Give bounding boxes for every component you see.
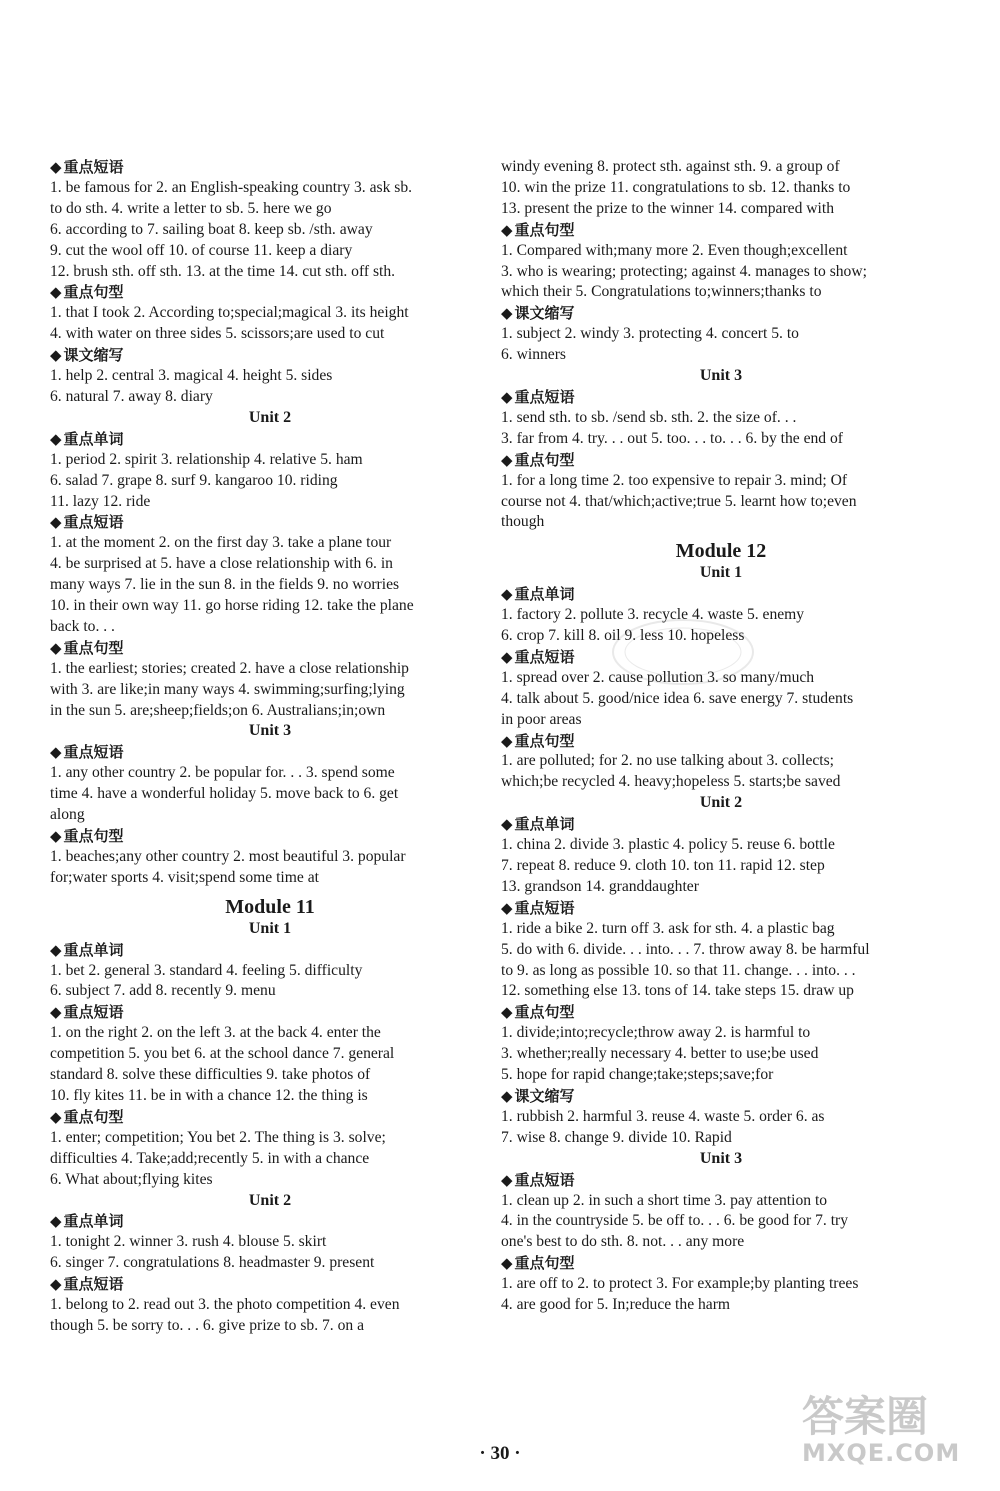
section-heading	[501, 1086, 941, 1107]
diamond-bullet-icon: ◆	[501, 450, 513, 469]
diamond-bullet-icon: ◆	[501, 585, 513, 604]
answer-line: 10. in their own way 11. go horse riding 12. take the plane	[50, 597, 414, 615]
diamond-bullet-icon: ◆	[501, 1254, 513, 1273]
answer-line: 3. whether;really necessary 4. better to use;be used	[501, 1045, 819, 1063]
answer-line: 1. rubbish 2. harmful 3. reuse 4. waste 5. order 6. as	[501, 1107, 825, 1125]
answer-line: difficulties 4. Take;add;recently 5. in with a chance	[50, 1149, 370, 1167]
diamond-bullet-icon: ◆	[50, 940, 62, 959]
answer-line: 3. far from 4. try. . . out 5. too. . . to. . . 6. by the end of	[501, 429, 843, 447]
answer-line: 12. something else 13. tons of 14. take steps 15. draw up	[501, 982, 854, 1000]
answer-line: 1. any other country 2. be popular for. . . 3. spend some	[50, 764, 395, 782]
answer-line: 6. What about;flying kites	[50, 1170, 213, 1188]
diamond-bullet-icon: ◆	[501, 304, 513, 323]
answer-line: 1. belong to 2. read out 3. the photo competition 4. even	[50, 1296, 400, 1314]
diamond-bullet-icon: ◆	[50, 429, 62, 448]
section-heading	[501, 450, 941, 471]
answer-line: though 5. be sorry to. . . 6. give prize to sb. 7. on a	[50, 1316, 364, 1334]
unit-heading: Unit 1	[699, 564, 743, 582]
section-heading-text: 课文缩写	[63, 346, 124, 365]
answer-line: 1. are polluted; for 2. no use talking about 3. collects;	[501, 752, 835, 770]
answer-line: which;be recycled 4. heavy;hopeless 5. starts;be saved	[501, 773, 841, 791]
answer-line: 4. with water on three sides 5. scissors;are used to cut	[50, 325, 385, 343]
section-heading-text: 重点句型	[514, 450, 575, 469]
diamond-bullet-icon: ◆	[50, 1212, 62, 1231]
answer-line: course not 4. that/which;active;true 5. learnt how to;even	[501, 492, 857, 510]
answer-line: competition 5. you bet 6. at the school dance 7. general	[50, 1045, 395, 1063]
answer-line: 7. repeat 8. reduce 9. cloth 10. ton 11. rapid 12. step	[501, 857, 825, 874]
diamond-bullet-icon: ◆	[501, 731, 513, 750]
answer-line: time 4. have a wonderful holiday 5. move back to 6. get	[50, 785, 399, 803]
answer-line: 6. winners	[501, 346, 566, 364]
answer-line: 1. enter; competition; You bet 2. The thing is 3. solve;	[50, 1128, 386, 1146]
answer-line: 1. Compared with;many more 2. Even though;excellent	[501, 241, 848, 259]
answer-line: back to. . .	[50, 617, 115, 635]
answer-line: 1. at the moment 2. on the first day 3. take a plane tour	[50, 534, 392, 552]
section-heading-text: 重点单词	[514, 585, 575, 604]
section-heading	[501, 584, 941, 605]
answer-line: 10. fly kites 11. be in with a chance 12. the thing is	[50, 1086, 368, 1104]
section-heading-text: 重点句型	[514, 220, 575, 239]
right-column	[501, 157, 941, 1316]
section-heading-text: 重点句型	[63, 827, 124, 845]
section-heading	[501, 1002, 941, 1023]
section-heading	[50, 1107, 490, 1128]
answer-line: 4. in the countryside 5. be off to. . . 6. be good for 7. try	[501, 1212, 849, 1230]
answer-line: 1. the earliest; stories; created 2. have a close relationship	[50, 659, 409, 677]
section-heading-text: 课文缩写	[514, 304, 575, 323]
section-heading-text: 重点句型	[514, 731, 575, 750]
section-heading-text: 重点短语	[514, 647, 575, 666]
section-heading	[501, 1253, 941, 1274]
left-column	[50, 157, 490, 1337]
answer-line: with 3. are like;in many ways 4. swimming;surfing;lying	[50, 680, 405, 698]
page-number: · 30 ·	[479, 1443, 521, 1464]
section-heading	[501, 898, 941, 919]
section-heading-text: 重点单词	[63, 940, 124, 959]
section-heading-text: 重点短语	[63, 743, 124, 762]
section-heading	[501, 387, 941, 408]
answer-line: windy evening 8. protect sth. against sth. 9. a group of	[501, 158, 840, 175]
answer-line: 1. are off to 2. to protect 3. For example;by planting trees	[501, 1275, 859, 1293]
answer-line: 1. spread over 2. cause pollution 3. so many/much	[501, 668, 815, 686]
section-heading-text: 重点单词	[514, 815, 575, 834]
diamond-bullet-icon: ◆	[501, 898, 513, 917]
answer-line: 6. crop 7. kill 8. oil 9. less 10. hopeless	[501, 627, 745, 645]
section-heading-text: 重点短语	[514, 387, 575, 406]
answer-line: 6. according to 7. sailing boat 8. keep sb. /sth. away	[50, 220, 373, 238]
answer-line: 6. natural 7. away 8. diary	[50, 387, 213, 405]
section-heading-text: 重点短语	[63, 513, 124, 532]
answer-line: 1. beaches;any other country 2. most beautiful 3. popular	[50, 847, 406, 865]
answer-line: 5. hope for rapid change;take;steps;save;for	[501, 1066, 774, 1084]
section-heading	[501, 731, 941, 752]
answer-line: 1. for a long time 2. too expensive to repair 3. mind; Of	[501, 471, 848, 489]
answer-line: in poor areas	[501, 710, 582, 728]
answer-line: 13. grandson 14. granddaughter	[501, 877, 699, 895]
answer-line: to 9. as long as possible 10. so that 11. change. . . into. . .	[501, 961, 856, 979]
answer-line: 1. help 2. central 3. magical 4. height 5. sides	[50, 367, 333, 385]
watermark-url: MXQE.COM	[802, 1439, 961, 1467]
diamond-bullet-icon: ◆	[501, 220, 513, 239]
module-heading: Module 12	[675, 540, 767, 563]
diamond-bullet-icon: ◆	[50, 158, 62, 176]
answer-line: 6. singer 7. congratulations 8. headmaster 9. present	[50, 1254, 375, 1272]
answer-line: 7. wise 8. change 9. divide 10. Rapid	[501, 1128, 732, 1146]
section-heading-text: 重点短语	[63, 158, 124, 176]
diamond-bullet-icon: ◆	[50, 1275, 62, 1294]
diamond-bullet-icon: ◆	[50, 513, 62, 532]
diamond-bullet-icon: ◆	[501, 815, 513, 834]
section-heading-text: 重点句型	[514, 1003, 575, 1022]
module-heading: Module 11	[225, 895, 315, 918]
section-heading	[50, 282, 490, 303]
section-heading-text: 重点单词	[63, 1212, 124, 1231]
section-heading-text: 重点句型	[63, 283, 124, 302]
section-heading	[50, 1274, 490, 1295]
diamond-bullet-icon: ◆	[501, 387, 513, 406]
section-heading-text: 重点短语	[514, 1170, 575, 1189]
section-heading-text: 重点短语	[514, 898, 575, 917]
answer-line: 1. send sth. to sb. /send sb. sth. 2. the size of. . .	[501, 408, 797, 426]
answer-line: 6. subject 7. add 8. recently 9. menu	[50, 982, 276, 1000]
diamond-bullet-icon: ◆	[501, 1003, 513, 1022]
faint-stamp	[608, 612, 758, 692]
answer-line: 1. on the right 2. on the left 3. at the back 4. enter the	[50, 1024, 381, 1042]
answer-line: 11. lazy 12. ride	[50, 492, 151, 510]
answer-line: 1. be famous for 2. an English-speaking country 3. ask sb.	[50, 178, 413, 196]
answer-line: 1. bet 2. general 3. standard 4. feeling 5. difficulty	[50, 961, 363, 979]
watermark	[802, 1392, 972, 1473]
answer-line: 1. divide;into;recycle;throw away 2. is harmful to	[501, 1024, 811, 1042]
answer-line: 1. factory 2. pollute 3. recycle 4. waste 5. enemy	[501, 606, 805, 624]
section-heading-text: 重点单词	[63, 429, 124, 448]
answer-line: one's best to do sth. 8. not. . . any more	[501, 1233, 745, 1251]
answer-line: 10. win the prize 11. congratulations to sb. 12. thanks to	[501, 178, 851, 196]
section-heading-text: 课文缩写	[514, 1086, 575, 1105]
diamond-bullet-icon: ◆	[50, 346, 62, 365]
answer-line: in the sun 5. are;sheep;fields;on 6. Australians;in;own	[50, 701, 386, 719]
answer-line: 4. talk about 5. good/nice idea 6. save energy 7. students	[501, 689, 854, 707]
answer-line: 6. salad 7. grape 8. surf 9. kangaroo 10. riding	[50, 471, 338, 489]
diamond-bullet-icon: ◆	[50, 1107, 62, 1126]
section-heading-text: 重点句型	[63, 638, 124, 657]
diamond-bullet-icon: ◆	[50, 283, 62, 302]
answer-line: 1. tonight 2. winner 3. rush 4. blouse 5. skirt	[50, 1233, 327, 1251]
unit-heading: Unit 3	[248, 722, 292, 740]
section-heading	[50, 940, 490, 961]
answer-line: to do sth. 4. write a letter to sb. 5. here we go	[50, 199, 332, 217]
answer-line: 1. clean up 2. in such a short time 3. pay attention to	[501, 1191, 828, 1209]
unit-heading: Unit 3	[699, 367, 743, 385]
section-heading	[50, 1002, 490, 1023]
answer-line: 1. china 2. divide 3. plastic 4. policy 5. reuse 6. bottle	[501, 836, 835, 854]
diamond-bullet-icon: ◆	[50, 827, 62, 845]
answer-line: for;water sports 4. visit;spend some time at	[50, 868, 319, 886]
diamond-bullet-icon: ◆	[50, 1003, 62, 1022]
answer-line: which their 5. Congratulations to;winners;thanks to	[501, 283, 822, 301]
section-heading-text: 重点句型	[63, 1107, 124, 1126]
section-heading	[501, 814, 941, 835]
section-heading-text: 重点短语	[63, 1003, 124, 1022]
section-heading	[501, 303, 941, 324]
section-heading	[50, 157, 490, 178]
diamond-bullet-icon: ◆	[501, 647, 513, 666]
answer-line: 4. be surprised at 5. have a close relationship with 6. in	[50, 555, 393, 573]
answer-line: 5. do with 6. divide. . . into. . . 7. throw away 8. be harmful	[501, 940, 870, 958]
diamond-bullet-icon: ◆	[501, 1170, 513, 1189]
answer-line: 1. that I took 2. According to;special;magical 3. its height	[50, 304, 409, 322]
answer-line: standard 8. solve these difficulties 9. take photos of	[50, 1066, 371, 1084]
diamond-bullet-icon: ◆	[501, 1086, 513, 1105]
answer-line: along	[50, 806, 85, 824]
watermark-logo: 答案圈	[802, 1392, 929, 1441]
answer-line: 1. period 2. spirit 3. relationship 4. relative 5. ham	[50, 450, 363, 468]
section-heading	[501, 1170, 941, 1191]
section-heading	[50, 742, 490, 763]
unit-heading: Unit 2	[248, 1191, 292, 1209]
section-heading	[50, 826, 490, 847]
section-heading	[50, 345, 490, 366]
answer-line: 9. cut the wool off 10. of course 11. keep a diary	[50, 241, 353, 259]
section-heading-text: 重点句型	[514, 1254, 575, 1273]
section-heading	[50, 638, 490, 659]
diamond-bullet-icon: ◆	[50, 638, 62, 657]
answer-line: 1. subject 2. windy 3. protecting 4. concert 5. to	[501, 325, 799, 343]
answer-line: many ways 7. lie in the sun 8. in the fields 9. no worries	[50, 576, 400, 594]
diamond-bullet-icon: ◆	[50, 743, 62, 762]
answer-line: 13. present the prize to the winner 14. compared with	[501, 199, 834, 217]
section-heading	[50, 1211, 490, 1232]
answer-line: though	[501, 513, 545, 531]
answer-line: 12. brush sth. off sth. 13. at the time 14. cut sth. off sth.	[50, 262, 396, 280]
unit-heading: Unit 2	[699, 794, 743, 812]
answer-line: 3. who is wearing; protecting; against 4. manages to show;	[501, 262, 867, 280]
unit-heading: Unit 3	[699, 1149, 743, 1167]
answer-line: 1. ride a bike 2. turn off 3. ask for sth. 4. a plastic bag	[501, 919, 835, 937]
section-heading	[501, 220, 941, 241]
section-heading	[50, 429, 490, 450]
section-heading-text: 重点短语	[63, 1275, 124, 1294]
section-heading	[50, 512, 490, 533]
unit-heading: Unit 2	[248, 408, 292, 426]
answer-line: 4. are good for 5. In;reduce the harm	[501, 1296, 731, 1314]
unit-heading: Unit 1	[248, 919, 292, 937]
